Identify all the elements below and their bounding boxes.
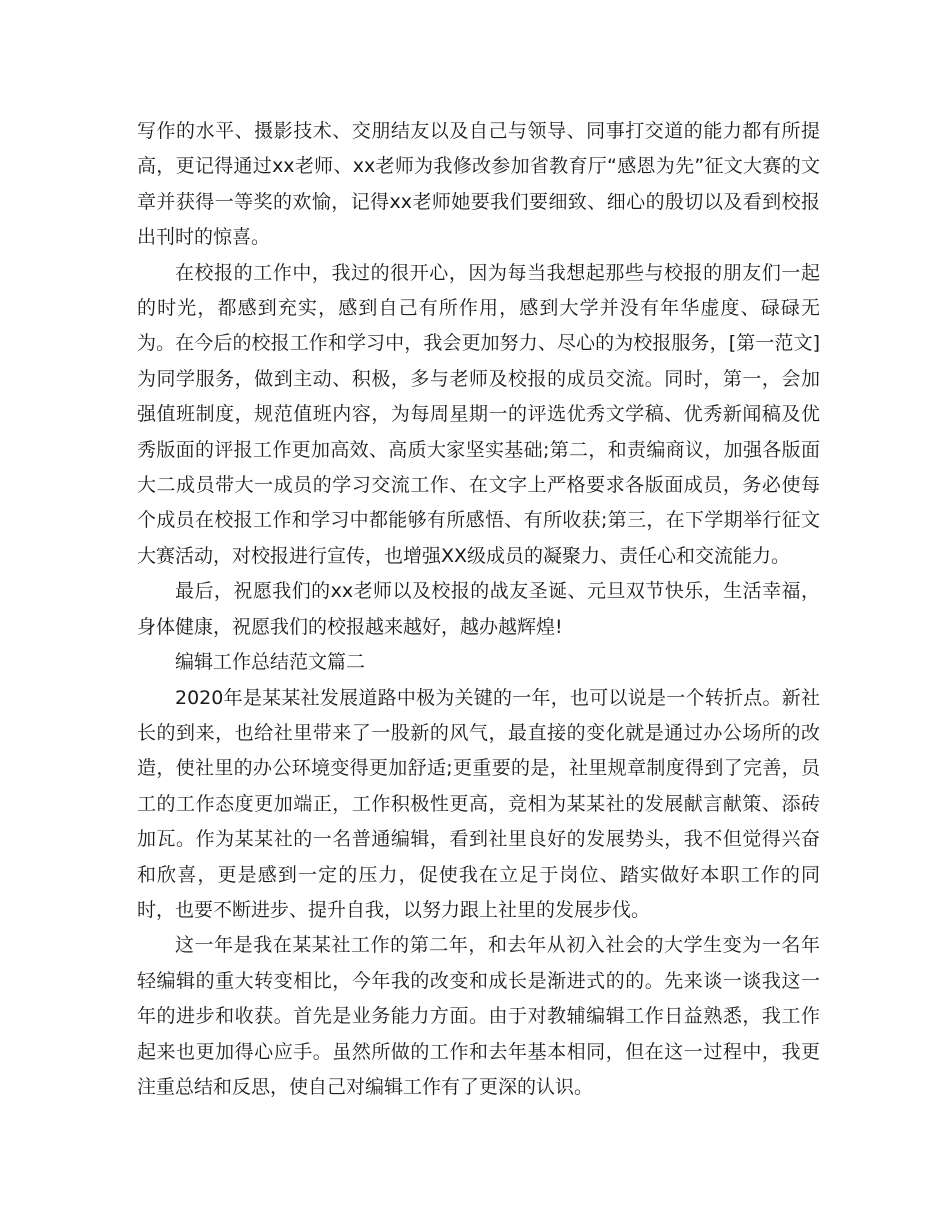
paragraph-second-year: 这一年是我在某某社工作的第二年，和去年从初入社会的大学生变为一名年轻编辑的重大转变相比，今年我的改变和成长是渐进式的的。先来谈一谈我这一年的进步和收获。首先是业务能力方面。由于对教辅编辑工作日益熟悉，我工作起来也更加得心应手。虽然所做的工作和去年基本相同，但在这一过程中，我更注重总结和反思，使自己对编辑工作有了更深的认识。: [137, 934, 820, 1098]
paragraph-school-newspaper-work: 在校报的工作中，我过的很开心，因为每当我想起那些与校报的朋友们一起的时光，都感到充实，感到自己有所作用，感到大学并没有年华虚度、碌碌无为。在今后的校报工作和学习中，我会更加努力、尽心的为校报服务，[第一范文]为同学服务，做到主动、积极，多与老师及校报的成员交流。同时，第一，会加强值班制度，规范值班内容，为每周星期一的评选优秀文学稿、优秀新闻稿及优秀版面的评报工作更加高效、高质大家坚实基础;第二，和责编商议，加强各版面大二成员带大一成员的学习交流工作、在文字上严格要求各版面成员，务必使每个成员在校报工作和学习中都能够有所感悟、有所收获;第三，在下学期举行征文大赛活动，对校报进行宣传，也增强XX级成员的凝聚力、责任心和交流能力。: [137, 261, 820, 567]
document-body: [137, 114, 820, 1105]
paragraph-continued: 写作的水平、摄影技术、交朋结友以及自己与领导、同事打交道的能力都有所提高，更记得通过xx老师、xx老师为我修改参加省教育厅“感恩为先”征文大赛的文章并获得一等奖的欢愉，记得xx老师她要我们要细致、细心的殷切以及看到校报出刊时的惊喜。: [137, 120, 820, 249]
section-heading: 编辑工作总结范文篇二: [175, 651, 366, 674]
paragraph-closing-wishes: 最后，祝愿我们的xx老师以及校报的战友圣诞、元旦双节快乐，生活幸福，身体健康，祝愿我们的校报越来越好，越办越辉煌!: [137, 580, 820, 638]
paragraph-year-2020: 2020年是某某社发展道路中极为关键的一年，也可以说是一个转折点。新社长的到来，也给社里带来了一股新的风气，最直接的变化就是通过办公场所的改造，使社里的办公环境变得更加舒适;更重要的是，社里规章制度得到了完善，员工的工作态度更加端正，工作积极性更高，竞相为某某社的发展献言献策、添砖加瓦。作为某某社的一名普通编辑，看到社里良好的发展势头，我不但觉得兴奋和欣喜，更是感到一定的压力，促使我在立足于岗位、踏实做好本职工作的同时，也要不断进步、提升自我，以努力跟上社里的发展步伐。: [137, 686, 820, 921]
